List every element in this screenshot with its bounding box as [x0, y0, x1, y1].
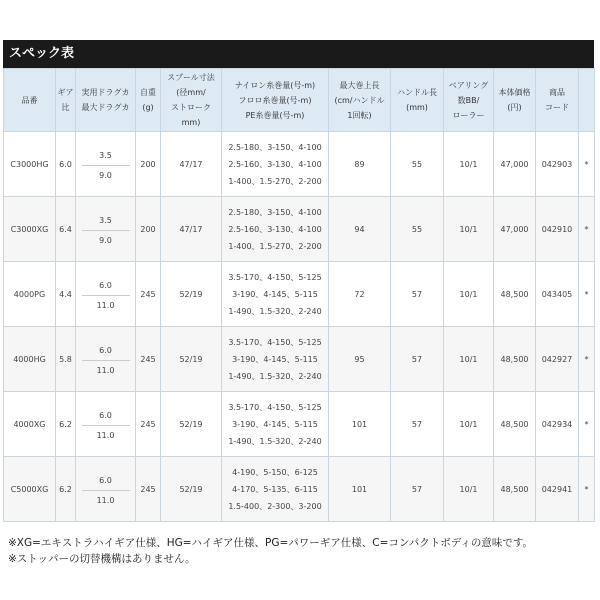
gear-ratio-cell: 6.2: [56, 392, 76, 457]
column-header-line: ナイロン糸巻量(号-m): [234, 80, 316, 90]
handle-length-cell: 57: [391, 327, 444, 392]
product-code-cell: 042941: [536, 457, 579, 522]
mark-cell: *: [579, 197, 595, 262]
spool-cell: 52/19: [161, 327, 222, 392]
mark-cell: *: [579, 327, 595, 392]
bearing-cell: 10/1: [444, 132, 494, 197]
drag-practical: 6.0: [82, 279, 130, 296]
drag-practical: 6.0: [82, 409, 130, 426]
price-cell: 48,500: [494, 327, 536, 392]
column-header-line: ギア: [57, 88, 74, 97]
footnote: ※XG=エキストラハイギア仕様、HG=ハイギア仕様、PG=パワーギア仕様、C=コンパクトボディの意味です。: [8, 537, 534, 549]
column-header: [4, 69, 56, 132]
model-cell: 4000XG: [4, 392, 56, 457]
line-capacity-line: 4-170、5-135、6-115: [232, 484, 318, 494]
line-capacity-line: 2.5-180、3-150、4-100: [228, 142, 322, 152]
retrieve-cell: 101: [329, 392, 391, 457]
line-capacity-line: 1-490、1.5-320、2-240: [228, 371, 322, 381]
column-header: [136, 69, 161, 132]
line-capacity-line: 1-490、1.5-320、2-240: [228, 306, 322, 316]
price-cell: 48,500: [494, 392, 536, 457]
model-cell: C3000HG: [4, 132, 56, 197]
column-header-line: フロロ糸巻量(号-m): [238, 95, 312, 105]
drag-max: 11.0: [96, 430, 115, 440]
gear-ratio-cell: 6.4: [56, 197, 76, 262]
bearing-cell: 10/1: [444, 327, 494, 392]
product-code-cell: 043405: [536, 262, 579, 327]
column-header-line: 最大巻上長: [339, 80, 380, 90]
line-capacity-line: 1.5-400、2-300、3-200: [228, 501, 322, 511]
line-capacity-line: 1-490、1.5-320、2-240: [228, 436, 322, 446]
column-header: [391, 69, 444, 132]
column-header-line: ハンドル長: [397, 88, 437, 97]
retrieve-cell: 95: [329, 327, 391, 392]
line-capacity-line: 4-190、5-150、6-125: [232, 467, 318, 477]
spool-cell: 52/19: [161, 262, 222, 327]
drag-cell: [76, 392, 136, 457]
model-cell: 4000HG: [4, 327, 56, 392]
column-header-line: (cm/ハンドル: [334, 95, 385, 105]
footnotes: [8, 535, 533, 567]
header-row: [4, 69, 595, 132]
drag-cell: [76, 457, 136, 522]
column-header-line: 1回転): [347, 110, 372, 120]
drag-practical: 3.5: [82, 149, 130, 166]
table-row: [4, 132, 595, 197]
column-header: [579, 69, 595, 132]
spool-cell: 52/19: [161, 457, 222, 522]
column-header-line: ベアリング: [448, 80, 489, 90]
column-header-line: 自重: [140, 88, 156, 97]
drag-max: 9.0: [99, 235, 112, 245]
line-capacity-line: 1-400、1.5-270、2-200: [228, 241, 322, 251]
line-capacity-line: 2.5-160、3-130、4-100: [228, 159, 322, 169]
drag-practical: 3.5: [82, 214, 130, 231]
weight-cell: 245: [136, 392, 161, 457]
bearing-cell: 10/1: [444, 457, 494, 522]
weight-cell: 200: [136, 197, 161, 262]
model-cell: 4000PG: [4, 262, 56, 327]
weight-cell: 245: [136, 262, 161, 327]
column-header-line: 比: [61, 103, 70, 112]
drag-cell: [76, 132, 136, 197]
drag-max: 9.0: [99, 170, 112, 180]
drag-max: 11.0: [96, 365, 115, 375]
drag-max: 11.0: [96, 495, 115, 505]
drag-max: 11.0: [96, 300, 115, 310]
bearing-cell: 10/1: [444, 392, 494, 457]
column-header-line: コード: [545, 103, 569, 112]
line-capacity-line: 2.5-180、3-150、4-100: [228, 207, 322, 217]
line-capacity-cell: [222, 262, 329, 327]
mark-cell: *: [579, 262, 595, 327]
line-capacity-line: 3-190、4-145、5-115: [232, 419, 318, 429]
drag-practical: 6.0: [82, 474, 130, 491]
column-header-line: 商品: [549, 88, 565, 97]
handle-length-cell: 57: [391, 392, 444, 457]
line-capacity-line: 3-190、4-145、5-115: [232, 354, 318, 364]
line-capacity-cell: [222, 197, 329, 262]
column-header-line: (g): [142, 103, 154, 112]
table-row: [4, 392, 595, 457]
column-header-line: ローラー: [452, 110, 485, 120]
spool-cell: 47/17: [161, 132, 222, 197]
drag-cell: [76, 327, 136, 392]
spool-cell: 47/17: [161, 197, 222, 262]
line-capacity-line: 1-400、1.5-270、2-200: [228, 176, 322, 186]
column-header-line: (mm): [406, 103, 428, 112]
column-header-line: PE糸巻量(号-m): [245, 110, 305, 120]
gear-ratio-cell: 6.2: [56, 457, 76, 522]
column-header: [161, 69, 222, 132]
price-cell: 48,500: [494, 262, 536, 327]
handle-length-cell: 57: [391, 262, 444, 327]
model-cell: C3000XG: [4, 197, 56, 262]
drag-cell: [76, 197, 136, 262]
model-cell: C5000XG: [4, 457, 56, 522]
retrieve-cell: 72: [329, 262, 391, 327]
price-cell: 47,000: [494, 132, 536, 197]
retrieve-cell: 101: [329, 457, 391, 522]
line-capacity-line: 3.5-170、4-150、5-125: [228, 402, 322, 412]
line-capacity-line: 2.5-160、3-130、4-100: [228, 224, 322, 234]
table-row: [4, 327, 595, 392]
line-capacity-cell: [222, 392, 329, 457]
line-capacity-cell: [222, 132, 329, 197]
column-header-line: 品番: [21, 95, 38, 105]
column-header-line: スプール寸法: [167, 73, 215, 82]
mark-cell: *: [579, 457, 595, 522]
price-cell: 48,500: [494, 457, 536, 522]
weight-cell: 200: [136, 132, 161, 197]
handle-length-cell: 55: [391, 132, 444, 197]
price-cell: 47,000: [494, 197, 536, 262]
table-row: [4, 457, 595, 522]
gear-ratio-cell: 4.4: [56, 262, 76, 327]
column-header-line: 実用ドラグカ: [81, 88, 130, 97]
column-header-line: 最大ドラグカ: [81, 103, 130, 112]
column-header: [536, 69, 579, 132]
gear-ratio-cell: 5.8: [56, 327, 76, 392]
column-header-line: (円): [507, 103, 522, 112]
column-header-line: (径mm/: [176, 88, 206, 97]
line-capacity-cell: [222, 457, 329, 522]
weight-cell: 245: [136, 327, 161, 392]
line-capacity-line: 3.5-170、4-150、5-125: [228, 337, 322, 347]
gear-ratio-cell: 6.0: [56, 132, 76, 197]
bearing-cell: 10/1: [444, 197, 494, 262]
table-row: [4, 262, 595, 327]
spec-table: [3, 68, 595, 522]
spool-cell: 52/19: [161, 392, 222, 457]
drag-practical: 6.0: [82, 344, 130, 361]
product-code-cell: 042903: [536, 132, 579, 197]
product-code-cell: 042934: [536, 392, 579, 457]
line-capacity-line: 3.5-170、4-150、5-125: [228, 272, 322, 282]
line-capacity-cell: [222, 327, 329, 392]
column-header: [494, 69, 536, 132]
drag-cell: [76, 262, 136, 327]
column-header: [76, 69, 136, 132]
handle-length-cell: 57: [391, 457, 444, 522]
handle-length-cell: 55: [391, 197, 444, 262]
column-header-line: ストローク mm): [171, 103, 211, 127]
line-capacity-line: 3-190、4-145、5-115: [232, 289, 318, 299]
table-row: [4, 197, 595, 262]
column-header: [222, 69, 329, 132]
column-header: [329, 69, 391, 132]
mark-cell: *: [579, 132, 595, 197]
column-header-line: 数BB/: [457, 95, 480, 105]
footnote: ※ストッパーの切替機構はありません。: [8, 553, 196, 565]
retrieve-cell: 89: [329, 132, 391, 197]
weight-cell: 245: [136, 457, 161, 522]
product-code-cell: 042910: [536, 197, 579, 262]
column-header: [444, 69, 494, 132]
bearing-cell: 10/1: [444, 262, 494, 327]
retrieve-cell: 94: [329, 197, 391, 262]
product-code-cell: 042927: [536, 327, 579, 392]
column-header: [56, 69, 76, 132]
page-title: スペック表: [3, 40, 594, 68]
column-header-line: 本体価格: [498, 88, 531, 97]
mark-cell: *: [579, 392, 595, 457]
